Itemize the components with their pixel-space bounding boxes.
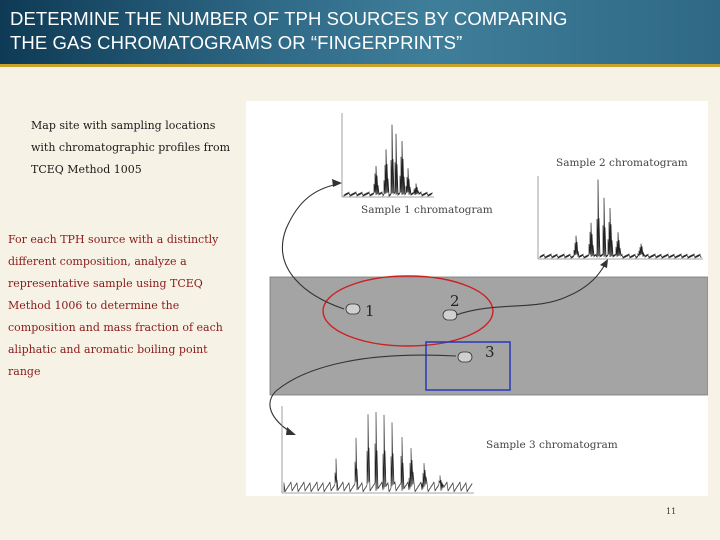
arrowhead-sample-2 bbox=[600, 259, 608, 268]
sample-2-label: Sample 2 chromatogram bbox=[556, 157, 688, 169]
site-map-area bbox=[270, 277, 708, 395]
sample-2-chromatogram bbox=[538, 176, 703, 259]
location-1-label: 1 bbox=[365, 302, 375, 320]
tph-source-caption: For each TPH source with a distinctly different composition, analyze a representative sample using TCEQ Method 1006 to determine the composition and mass fraction of each aliphatic and aromatic boiling point range bbox=[8, 233, 223, 378]
sampling-location-1 bbox=[346, 304, 360, 314]
slide-title-line-1: DETERMINE THE NUMBER OF TPH SOURCES BY COMPARING bbox=[10, 8, 568, 29]
sampling-location-3 bbox=[458, 352, 472, 362]
sample-1-chromatogram bbox=[342, 113, 434, 197]
site-map-illustration bbox=[246, 101, 708, 496]
slide-title-line-2: THE GAS CHROMATOGRAMS OR “FINGERPRINTS” bbox=[10, 32, 463, 53]
sample-3-label: Sample 3 chromatogram bbox=[486, 439, 618, 451]
title-divider bbox=[0, 64, 720, 67]
map-site-caption: Map site with sampling locations with chromatographic profiles from TCEQ Method 1005 bbox=[31, 119, 231, 176]
location-2-label: 2 bbox=[450, 292, 460, 310]
arrowhead-sample-1 bbox=[332, 179, 342, 187]
site-map-figure bbox=[246, 101, 708, 496]
page-number: 11 bbox=[666, 507, 677, 516]
arrowhead-sample-3 bbox=[286, 427, 296, 435]
sampling-location-2 bbox=[443, 310, 457, 320]
sample-3-chromatogram bbox=[282, 406, 474, 493]
location-3-label: 3 bbox=[485, 343, 495, 361]
title-bar bbox=[0, 0, 720, 66]
sample-1-label: Sample 1 chromatogram bbox=[361, 204, 493, 216]
